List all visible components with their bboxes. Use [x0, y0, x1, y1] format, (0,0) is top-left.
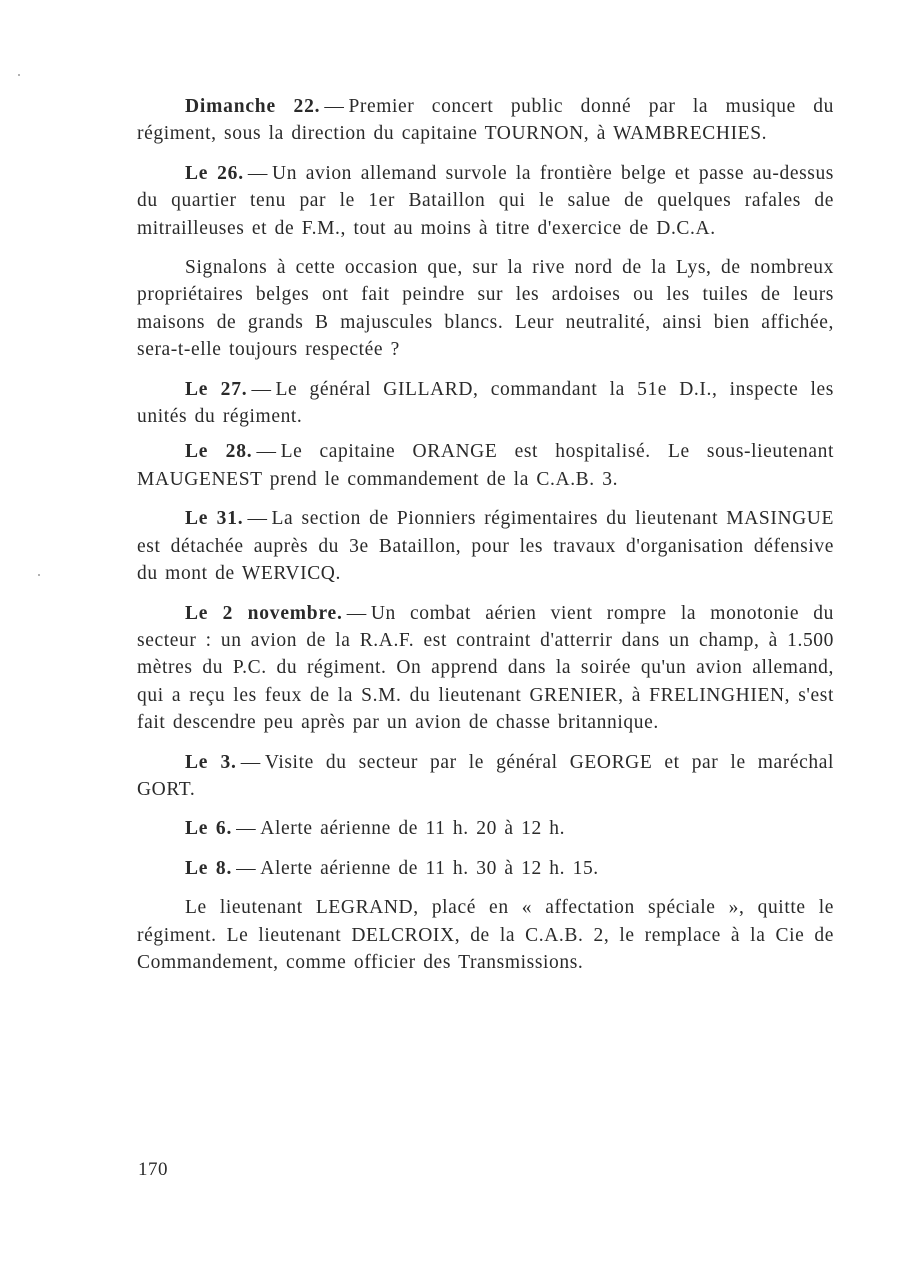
- paragraph-le-27: [137, 376, 834, 431]
- entry-date: Le 27.: [185, 378, 248, 400]
- entry-date: Le 8.: [185, 857, 233, 879]
- paragraph-le-3: [137, 749, 834, 804]
- paragraph-le-6: [137, 815, 834, 842]
- paragraph-legrand: [137, 894, 834, 976]
- entry-date: Le 3.: [185, 751, 237, 773]
- page-number: 170: [138, 1159, 168, 1180]
- entry-date: Le 26.: [185, 162, 244, 184]
- entry-text: Signalons à cette occasion que, sur la rive nord de la Lys, de nombreux propriétaires belges ont fait peindre sur les ardoises ou les tuiles de leurs maisons de grands B majuscules blancs. Leur neutralité, ainsi bien affichée, sera-t-elle toujours respectée ?: [137, 257, 834, 361]
- scan-speck: [18, 74, 20, 76]
- entry-text: Visite du secteur par le général GEORGE et par le maréchal GORT.: [137, 751, 834, 800]
- paragraph-le-31: [137, 505, 834, 587]
- scan-speck: [38, 574, 40, 576]
- entry-text: Un avion allemand survole la frontière belge et passe au-dessus du quartier tenu par le 1er Bataillon qui le salue de quelques rafales de mitrailleuses et de F.M., tout au moins à titre d'exercice de D.C.A.: [137, 162, 834, 239]
- entry-dash: —: [247, 162, 269, 184]
- entry-date: Le 2 novembre.: [185, 602, 343, 624]
- entry-dash: —: [324, 96, 345, 117]
- paragraph-le-8: [137, 855, 834, 882]
- entry-date: Le 6.: [185, 818, 233, 840]
- entry-dash: —: [247, 508, 268, 530]
- entry-dash: —: [236, 857, 257, 879]
- paragraph-le-2-novembre: [137, 600, 834, 737]
- entry-text: Alerte aérienne de 11 h. 30 à 12 h. 15.: [260, 857, 599, 879]
- entry-dash: —: [240, 751, 261, 773]
- entry-date: Le 31.: [185, 508, 244, 530]
- paragraph-signalons: [137, 254, 834, 364]
- paragraph-le-28: [137, 438, 834, 493]
- entry-dash: —: [346, 602, 367, 624]
- entry-text: Le général GILLARD, commandant la 51e D.I., inspecte les unités du régiment.: [137, 378, 834, 428]
- entry-text: Premier concert public donné par la musique du régiment, sous la direction du capitaine TOURNON, à WAMBRECHIES.: [137, 96, 835, 145]
- entry-dash: —: [256, 441, 277, 463]
- entry-dash: —: [236, 818, 257, 840]
- entry-dash: —: [251, 378, 272, 400]
- entry-date: Dimanche 22.: [185, 96, 321, 117]
- entry-text: Alerte aérienne de 11 h. 20 à 12 h.: [260, 818, 566, 840]
- entry-date: Le 28.: [185, 441, 253, 463]
- paragraph-dimanche-22: [137, 93, 834, 148]
- entry-text: La section de Pionniers régimentaires du lieutenant MASINGUE est détachée auprès du 3e Bataillon, pour les travaux d'organisation défensive du mont de WERVICQ.: [137, 508, 834, 585]
- entry-text: Le lieutenant LEGRAND, placé en « affectation spéciale », quitte le régiment. Le lieutenant DELCROIX, de la C.A.B. 2, le remplace à la Cie de Commandement, comme officier des Transmissions.: [137, 897, 834, 973]
- entry-text: Un combat aérien vient rompre la monotonie du secteur : un avion de la R.A.F. est contraint d'atterrir dans un champ, à 1.500 mètres du P.C. du régiment. On apprend dans la soirée qu'un avion allemand, qui a reçu les feux de la S.M. du lieutenant GRENIER, à FRELINGHIEN, s'est fait descendre peu après par un avion de chasse britannique.: [137, 602, 834, 734]
- entry-text: Le capitaine ORANGE est hospitalisé. Le sous-lieutenant MAUGENEST prend le commandement de la C.A.B. 3.: [137, 441, 834, 490]
- paragraph-le-26: [137, 160, 834, 242]
- page-body: [137, 93, 834, 988]
